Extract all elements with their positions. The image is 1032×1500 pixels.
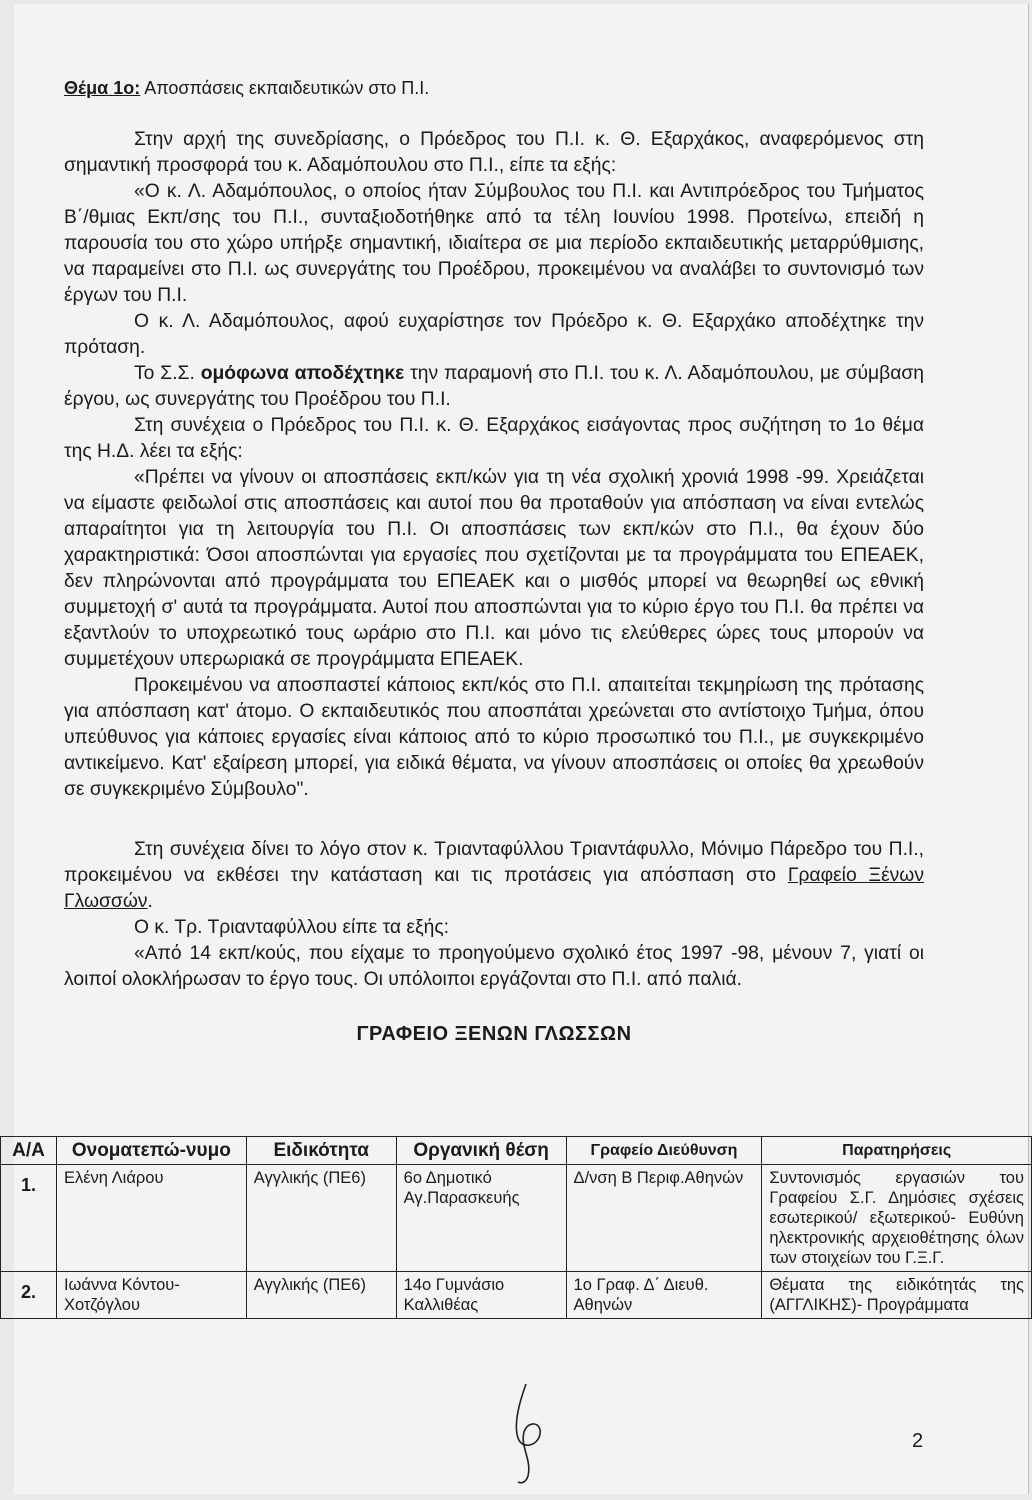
row-number: 1.: [1, 1165, 57, 1272]
paragraph-8: [64, 837, 924, 915]
office-link-text: Γραφείο Ξένων Γλωσσών: [64, 865, 924, 912]
header-notes: Παρατηρήσεις: [762, 1137, 1032, 1165]
table-row: [1, 1165, 1032, 1272]
paragraph-10: «Από 14 εκπ/κούς, που είχαμε το προηγούμενο σχολικό έτος 1997 -98, μένουν 7, γιατί οι λοιποί ολοκλήρωσαν το έργο τους. Οι υπόλοιποι εργάζονται στο Π.Ι. από παλιά.: [64, 943, 924, 990]
table-header-row: [1, 1137, 1032, 1165]
row-office: 1ο Γραφ. Δ΄ Διευθ. Αθηνών: [566, 1272, 762, 1319]
header-name: Ονοματεπώ-νυμο: [56, 1137, 246, 1165]
row-specialty: Αγγλικής (ΠΕ6): [246, 1272, 396, 1319]
paragraph-4: [64, 361, 924, 413]
row-name: Ιωάννα Κόντου-Χοτζόγλου: [56, 1272, 246, 1319]
paragraph-4-pre: Το Σ.Σ.: [134, 363, 195, 384]
topic-text: Αποσπάσεις εκπαιδευτικών στο Π.Ι.: [144, 78, 430, 98]
paragraph-5: Στη συνέχεια ο Πρόεδρος του Π.Ι. κ. Θ. Εξαρχάκος εισάγοντας προς συζήτηση το 1ο θέμα της Η.Δ. λέει τα εξής:: [64, 415, 924, 462]
topic-label: Θέμα 1ο:: [64, 78, 141, 98]
paragraph-8-post: .: [147, 891, 153, 912]
row-number: 2.: [1, 1272, 57, 1319]
table-title: ΓΡΑΦΕΙΟ ΞΕΝΩΝ ΓΛΩΣΣΩΝ: [356, 1023, 632, 1045]
header-position: Οργανική θέση: [396, 1137, 566, 1165]
row-position: 14ο Γυμνάσιο Καλλιθέας: [396, 1272, 566, 1319]
paragraph-2: «Ο κ. Λ. Αδαμόπουλος, ο οποίος ήταν Σύμβουλος του Π.Ι. και Αντιπρόεδρος του Τμήματος Β΄/θμιας Εκπ/σης του Π.Ι., συνταξιοδοτήθηκε από τα τέλη Ιουνίου 1998. Προτείνω, επειδή η παρουσία του στο χώρο υπήρξε σημαντική, ιδιαίτερα σε μια περίοδο εκπαιδευτικής μεταρρύθμισης, να παραμείνει στο Π.Ι. ως συνεργάτης του Προέδρου, προκειμένου να αναλάβει το συντονισμό των έργων του Π.Ι.: [64, 181, 924, 306]
page-number: 2: [912, 1430, 924, 1452]
paragraph-4-post: την παραμονή στο Π.Ι. του κ. Λ. Αδαμόπουλου, με σύμβαση έργου, ως συνεργάτης του Προέδρου του Π.Ι.: [64, 363, 924, 410]
header-specialty: Ειδικότητα: [246, 1137, 396, 1165]
row-specialty: Αγγλικής (ΠΕ6): [246, 1165, 396, 1272]
staff-table: [0, 1136, 1032, 1319]
header-office: Γραφείο Διεύθυνση: [566, 1137, 762, 1165]
paragraph-1: Στην αρχή της συνεδρίασης, ο Πρόεδρος του Π.Ι. κ. Θ. Εξαρχάκος, αναφερόμενος στη σημαντική προσφορά του κ. Αδαμόπουλου στο Π.Ι., είπε τα εξής:: [64, 129, 924, 176]
paragraph-4-bold: ομόφωνα αποδέχτηκε: [200, 363, 405, 384]
table-row: [1, 1272, 1032, 1319]
row-name: Ελένη Λιάρου: [56, 1165, 246, 1272]
row-notes: Θέματα της ειδικότητάς της (ΑΓΓΛΙΚΗΣ)- Προγράμματα: [762, 1272, 1032, 1319]
paragraph-8-pre: Στη συνέχεια δίνει το λόγο στον κ. Τριανταφύλλου Τριαντάφυλλο, Μόνιμο Πάρεδρο του Π.Ι., προκειμένου να εκθέσει την κατάσταση και τις προτάσεις για απόσπαση στο: [64, 839, 924, 886]
document-body: [64, 78, 924, 1064]
topic-heading: [64, 78, 924, 99]
paragraph-6: «Πρέπει να γίνουν οι αποσπάσεις εκπ/κών για τη νέα σχολική χρονιά 1998 -99. Χρειάζεται να είμαστε φειδωλοί στις αποσπάσεις και αυτοί που θα προταθούν για απόσπαση να είναι εντελώς απαραίτητοι για τη λειτουργία του Π.Ι. Οι αποσπάσεις των εκπ/κών στο Π.Ι., θα έχουν δύο χαρακτηριστικά: Όσοι αποσπώνται για εργασίες που σχετίζονται με τα προγράμματα του ΕΠΕΑΕΚ, δεν πληρώνονται από προγράμματα του ΕΠΕΑΕΚ και ο μισθός μπορεί να θεωρηθεί ως εθνική συμμετοχή σ' αυτά τα προγράμματα. Αυτοί που αποσπώνται για το κύριο έργο του Π.Ι. θα πρέπει να εξαντλούν το υποχρεωτικό τους ωράριο στο Π.Ι. και μόνο τις ελεύθερες ώρες τους μπορούν να συμμετέχουν υπερωριακά σε προγράμματα ΕΠΕΑΕΚ.: [64, 467, 924, 670]
spacer: [64, 803, 924, 837]
row-position: 6ο Δημοτικό Αγ.Παρασκευής: [396, 1165, 566, 1272]
row-notes: Συντονισμός εργασιών του Γραφείου Σ.Γ. Δημόσιες σχέσεις εσωτερικού/ εξωτερικού- Ευθύνη ηλεκτρονικής αρχειοθέτησης όλων των στοιχείων του Γ.Ξ.Γ.: [762, 1165, 1032, 1272]
row-office: Δ/νση Β Περιφ.Αθηνών: [566, 1165, 762, 1272]
header-aa: Α/Α: [1, 1137, 57, 1165]
paragraph-7: Προκειμένου να αποσπαστεί κάποιος εκπ/κός στο Π.Ι. απαιτείται τεκμηρίωση της πρότασης για απόσπαση κατ' άτομο. Ο εκπαιδευτικός που αποσπάται χρεώνεται στο αντίστοιχο Τμήμα, όπου υπεύθυνος για κάποιες εργασίες είναι κάποιος από το κύριο προσωπικό του Π.Ι., με συγκεκριμένο αντικείμενο. Κατ' εξαίρεση μπορεί, για ειδικά θέματα, να γίνουν αποσπάσεις οι οποίες θα χρεωθούν σε συγκεκριμένο Σύμβουλο".: [64, 675, 924, 800]
signature-mark: [488, 1376, 568, 1486]
paragraph-3: Ο κ. Λ. Αδαμόπουλος, αφού ευχαρίστησε τον Πρόεδρο κ. Θ. Εξαρχάκο αποδέχτηκε την πρόταση.: [64, 311, 924, 358]
paragraph-9: Ο κ. Τρ. Τριανταφύλλου είπε τα εξής:: [134, 917, 450, 938]
